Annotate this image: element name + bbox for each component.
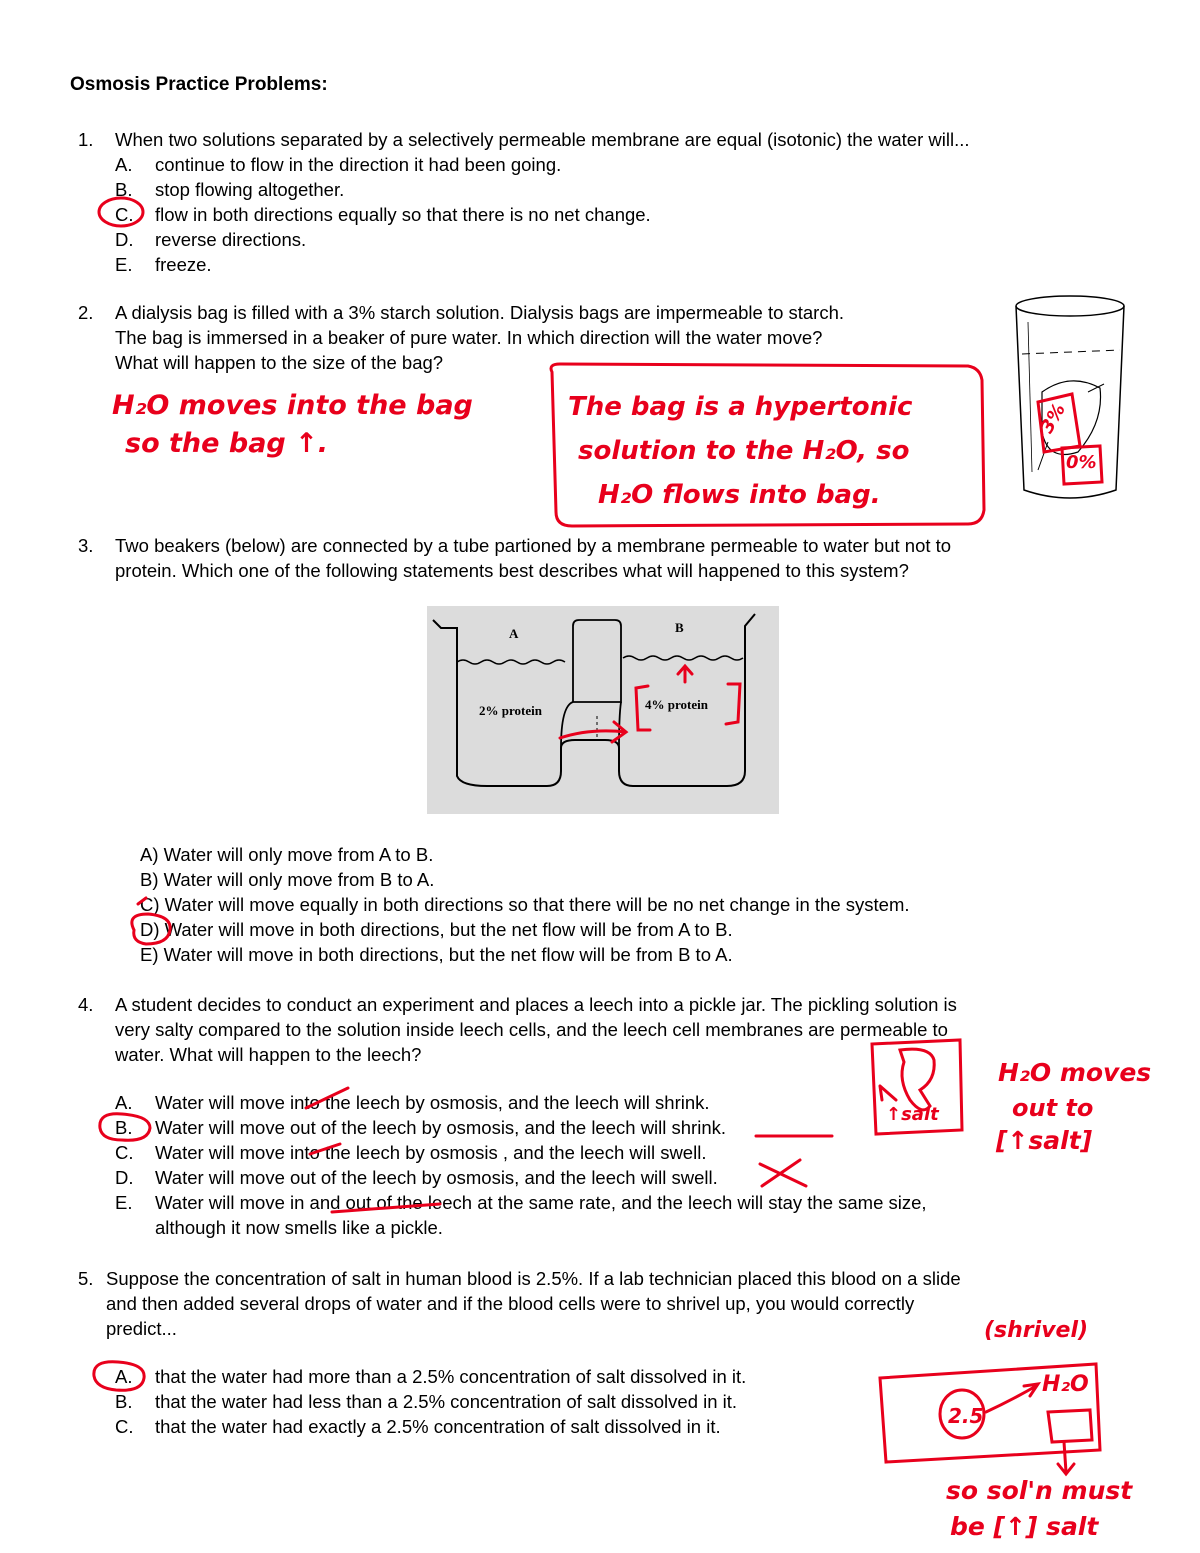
handwritten-note: H₂O moves	[998, 1058, 1152, 1087]
question-stem: Suppose the concentration of salt in human blood is 2.5%. If a lab technician placed this blood on a slide	[106, 1268, 961, 1289]
option-text: Water will move out of the leech by osmosis, and the leech will shrink.	[155, 1117, 727, 1138]
option-text: freeze.	[155, 254, 212, 275]
question-stem: When two solutions separated by a selectively permeable membrane are equal (isotonic) the water will...	[115, 129, 970, 150]
option-row	[115, 1165, 957, 1190]
option-letter: C.	[115, 204, 134, 225]
beaker-a-content: 2% protein	[479, 703, 542, 718]
question-2	[78, 300, 844, 375]
down-arrow	[1058, 1442, 1074, 1474]
handwritten-note: so sol'n must	[946, 1476, 1133, 1505]
question-number: 5.	[78, 1268, 94, 1289]
option-letter: C.	[115, 1416, 134, 1437]
handwritten-note: solution to the H₂O, so	[578, 436, 910, 466]
option-letter: E.	[115, 1192, 133, 1213]
option-letter: E.	[115, 254, 133, 275]
option-text: Water will move into the leech by osmosis, and the leech will shrink.	[155, 1092, 710, 1113]
option-text: D) Water will move in both directions, but the net flow will be from A to B.	[140, 919, 733, 940]
option-letter: A.	[115, 154, 133, 175]
question-3	[78, 533, 951, 583]
question-5	[78, 1266, 961, 1439]
option-text: flow in both directions equally so that there is no net change.	[155, 204, 651, 225]
question-stem: very salty compared to the solution inside leech cells, and the leech cell membranes are permeable to	[115, 1019, 948, 1040]
handwritten-label: ↑salt	[886, 1104, 939, 1125]
handwritten-note: be [↑] salt	[950, 1512, 1099, 1541]
handwritten-label: H₂O	[1042, 1372, 1089, 1397]
question-stem: What will happen to the size of the bag?	[115, 352, 444, 373]
two-beaker-figure	[427, 606, 779, 814]
handwritten-label: 0%	[1066, 452, 1097, 473]
option-text: although it now smells like a pickle.	[155, 1217, 443, 1238]
option-text: continue to flow in the direction it had been going.	[155, 154, 562, 175]
option-row	[115, 1115, 957, 1140]
handwritten-label: 2.5	[948, 1404, 984, 1428]
option-text: C) Water will move equally in both directions so that there will be no net change in the system.	[140, 894, 910, 915]
option-text: Water will move into the leech by osmosis , and the leech will swell.	[155, 1142, 707, 1163]
option-letter: A.	[115, 1366, 133, 1387]
option-text: that the water had exactly a 2.5% concentration of salt dissolved in it.	[155, 1416, 721, 1437]
beaker-b-label: B	[675, 620, 684, 635]
option-letter: B.	[115, 1117, 133, 1138]
option-text: that the water had more than a 2.5% concentration of salt dissolved in it.	[155, 1366, 747, 1387]
option-row	[115, 1389, 961, 1414]
option-row	[115, 227, 970, 252]
option-text: stop flowing altogether.	[155, 179, 345, 200]
handwritten-note: H₂O flows into bag.	[598, 480, 881, 510]
option-text: B) Water will only move from B to A.	[140, 869, 435, 890]
option-row	[115, 177, 970, 202]
question-number: 1.	[78, 129, 94, 150]
option-text: Water will move out of the leech by osmosis, and the leech will swell.	[155, 1167, 718, 1188]
beaker-a-label: A	[509, 626, 519, 641]
question-4	[78, 992, 957, 1240]
arrow	[986, 1384, 1038, 1412]
handwritten-note: (shrivel)	[984, 1318, 1089, 1343]
option-letter: D.	[115, 1167, 134, 1188]
option-text: that the water had less than a 2.5% concentration of salt dissolved in it.	[155, 1391, 738, 1412]
option-row	[115, 1215, 957, 1240]
question-stem: A student decides to conduct an experiment and places a leech into a pickle jar. The pickling solution is	[115, 994, 957, 1015]
handwritten-note: [↑salt]	[996, 1126, 1093, 1155]
handwritten-note: out to	[1012, 1094, 1094, 1122]
option-letter: C.	[115, 1142, 134, 1163]
option-text: E) Water will move in both directions, but the net flow will be from B to A.	[140, 944, 733, 965]
question-3-options	[140, 842, 910, 967]
option-row	[115, 252, 970, 277]
option-row	[115, 1090, 957, 1115]
option-row	[115, 1364, 961, 1389]
question-number: 4.	[78, 994, 94, 1015]
handwritten-label: 3%	[1036, 400, 1071, 437]
question-1	[78, 127, 970, 277]
question-stem: water. What will happen to the leech?	[115, 1044, 422, 1065]
handwritten-answer: so the bag ↑.	[125, 428, 329, 459]
option-text: A) Water will only move from A to B.	[140, 844, 434, 865]
question-number: 2.	[78, 302, 94, 323]
beaker-b-content: 4% protein	[645, 697, 708, 712]
page-title: Osmosis Practice Problems:	[70, 74, 328, 95]
question-stem: and then added several drops of water and if the blood cells were to shrivel up, you would correctly	[106, 1293, 915, 1314]
handwritten-note: The bag is a hypertonic	[568, 392, 913, 422]
question-stem: Two beakers (below) are connected by a tube partioned by a membrane permeable to water but not to	[115, 535, 952, 556]
option-text: Water will move in and out of the leech at the same rate, and the leech will stay the same size,	[155, 1192, 927, 1213]
option-row	[115, 202, 970, 227]
small-box	[1048, 1410, 1092, 1442]
option-text: reverse directions.	[155, 229, 307, 250]
option-row	[115, 152, 970, 177]
beaker-drawing	[1008, 292, 1132, 510]
question-stem: A dialysis bag is filled with a 3% starch solution. Dialysis bags are impermeable to starch.	[115, 302, 845, 323]
option-letter	[115, 1215, 155, 1240]
option-letter: A.	[115, 1092, 133, 1113]
question-number: 3.	[78, 535, 94, 556]
question-stem: The bag is immersed in a beaker of pure water. In which direction will the water move?	[115, 327, 823, 348]
question-stem: protein. Which one of the following statements best describes what will happened to this system?	[115, 560, 909, 581]
option-letter: B.	[115, 1391, 133, 1412]
option-row	[115, 1190, 957, 1215]
option-letter: D.	[115, 229, 134, 250]
question-stem: predict...	[106, 1318, 177, 1339]
handwritten-answer: H₂O moves into the bag	[112, 390, 473, 421]
option-letter: B.	[115, 179, 133, 200]
option-row	[115, 1140, 957, 1165]
option-row	[115, 1414, 961, 1439]
